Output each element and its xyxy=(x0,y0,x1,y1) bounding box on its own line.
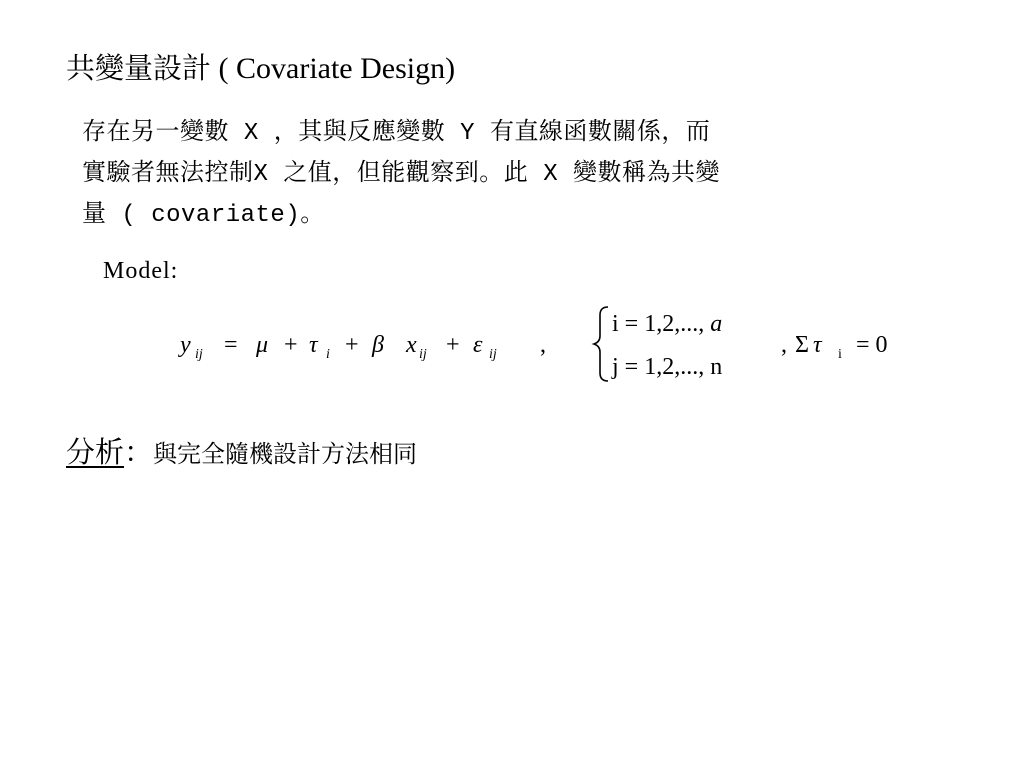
para-line1a: 存在另一變數 xyxy=(82,117,229,145)
eq-x-sub: ij xyxy=(419,347,427,362)
eq-y-sub: ij xyxy=(195,347,203,362)
eq-plus3: + xyxy=(446,332,460,358)
eq-plus2: + xyxy=(345,332,359,358)
para-line2b: 之值，但能觀察到。此 xyxy=(283,158,529,186)
sum-sigma: Σ xyxy=(795,332,809,358)
para-y1: Y xyxy=(445,120,490,147)
analysis-section xyxy=(66,430,417,471)
para-x2: X xyxy=(253,161,284,188)
constraint-row1-a: a xyxy=(710,311,723,337)
sum-tau-sub: i xyxy=(838,347,842,362)
model-label: Model: xyxy=(103,258,179,284)
title-latin: ( Covariate Design) xyxy=(211,52,456,85)
para-x1: X xyxy=(229,120,274,147)
para-line1b: ，其與反應變數 xyxy=(273,117,446,145)
analysis-body: 與完全隨機設計方法相同 xyxy=(153,440,418,468)
para-line2a: 實驗者無法控制 xyxy=(82,158,254,186)
para-covariate: ( covariate) xyxy=(106,202,301,229)
constraints xyxy=(594,307,888,381)
eq-comma: , xyxy=(540,332,546,358)
eq-y: y xyxy=(180,332,191,358)
constraint-row1: i = 1,2,..., xyxy=(612,311,711,337)
para-x3: X xyxy=(528,161,574,188)
para-line3a: 量 xyxy=(82,199,107,227)
analysis-colon: ： xyxy=(124,435,154,469)
svg-text:i = 1,2,..., a xyxy=(612,311,722,337)
sum-comma: , xyxy=(781,332,787,358)
constraint-row2: j = 1,2,..., n xyxy=(612,354,723,380)
para-line2c: 變數稱為共變 xyxy=(573,158,721,186)
eq-tau-sub: i xyxy=(326,347,330,362)
eq-x: x xyxy=(406,332,417,358)
eq-beta: β xyxy=(372,332,384,358)
eq-epsilon-sub: ij xyxy=(489,347,497,362)
eq-tau: τ xyxy=(309,332,318,358)
sum-tau: τ xyxy=(813,332,822,358)
sum-equals-zero: = 0 xyxy=(856,332,888,358)
left-brace xyxy=(594,307,608,381)
eq-plus1: + xyxy=(284,332,298,358)
eq-mu: μ xyxy=(256,332,269,358)
main-equation xyxy=(178,332,546,362)
eq-epsilon: ε xyxy=(473,332,483,358)
title-cjk: 共變量設計 xyxy=(66,51,212,85)
para-line1c: 有直線函數關係，而 xyxy=(489,117,711,145)
eq-equals: = xyxy=(224,332,238,358)
para-line3c: 。 xyxy=(300,199,325,227)
analysis-heading: 分析 xyxy=(66,435,125,469)
